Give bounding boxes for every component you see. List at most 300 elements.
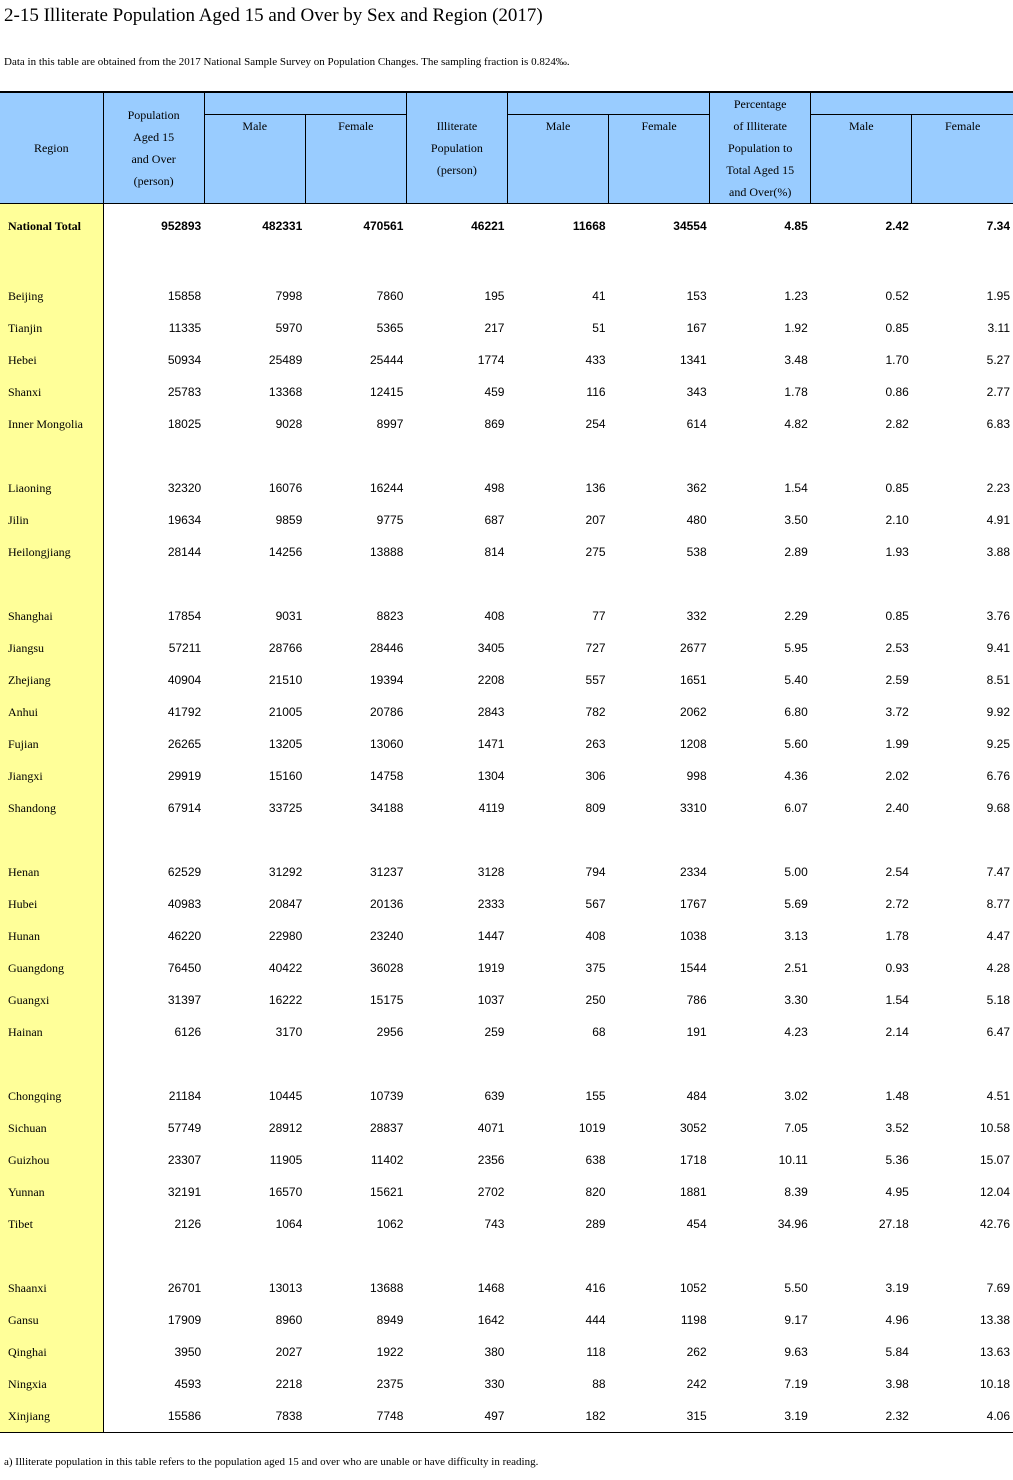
table-row	[0, 920, 1013, 952]
spacer-row	[0, 248, 1013, 280]
value-cell: 1774	[477, 353, 505, 367]
spacer-cell	[507, 824, 608, 856]
value-cell: 17854	[167, 609, 202, 623]
spacer-cell	[609, 1240, 710, 1272]
value-cell: 13.38	[979, 1313, 1010, 1327]
header-population-line: and Over	[131, 152, 176, 166]
value-cell: 46220	[167, 929, 202, 943]
value-cell: 17909	[167, 1313, 202, 1327]
value-cell: 23307	[167, 1153, 202, 1167]
value-cell: 8.77	[986, 897, 1010, 911]
spacer-cell	[609, 440, 710, 472]
region-name-cell: Hunan	[0, 920, 103, 952]
spacer-row	[0, 568, 1013, 600]
value-cell: 13.63	[979, 1345, 1010, 1359]
value-cell: 263	[585, 737, 606, 751]
value-cell: 1922	[376, 1345, 404, 1359]
table-row	[0, 408, 1013, 440]
value-cell: 7998	[275, 289, 303, 303]
value-cell: 4.96	[885, 1313, 909, 1327]
value-cell: 28912	[268, 1121, 303, 1135]
region-name-cell: Anhui	[0, 696, 103, 728]
value-cell: 250	[585, 993, 606, 1007]
spacer-cell	[305, 1048, 406, 1080]
region-name-cell: Shandong	[0, 792, 103, 824]
value-cell: 2375	[376, 1377, 404, 1391]
value-cell: 4071	[477, 1121, 505, 1135]
value-cell: 3950	[174, 1345, 202, 1359]
value-cell: 9859	[275, 513, 303, 527]
footnote: a) Illiterate population in this table refers to the population aged 15 and over who are unable or have difficulty in reading.	[4, 1456, 539, 1468]
value-cell: 5.27	[986, 353, 1010, 367]
table-row	[0, 1080, 1013, 1112]
spacer-cell	[305, 248, 406, 280]
value-cell: 1.92	[784, 321, 808, 335]
value-cell: 15160	[268, 769, 303, 783]
value-cell: 497	[406, 1400, 507, 1433]
value-cell: 1037	[477, 993, 505, 1007]
value-cell: 4593	[174, 1377, 202, 1391]
value-cell: 21184	[168, 1089, 202, 1103]
value-cell: 8960	[275, 1313, 303, 1327]
value-cell: 7860	[376, 289, 404, 303]
table-row	[0, 344, 1013, 376]
value-cell: 1.93	[885, 545, 909, 559]
table-row	[0, 696, 1013, 728]
value-cell: 12.04	[979, 1185, 1010, 1199]
value-cell: 0.86	[885, 385, 909, 399]
spacer-cell	[811, 1048, 912, 1080]
spacer-cell	[507, 1048, 608, 1080]
value-cell: 2.32	[811, 1400, 912, 1433]
value-cell: 2.42	[885, 219, 909, 233]
region-name-cell: Shaanxi	[0, 1272, 103, 1304]
spacer-cell	[103, 568, 204, 600]
value-cell: 9.17	[784, 1313, 808, 1327]
spacer-cell	[912, 440, 1013, 472]
value-cell: 26265	[167, 737, 202, 751]
value-cell: 2.02	[885, 769, 909, 783]
value-cell: 3.72	[885, 705, 909, 719]
spacer-cell	[406, 568, 507, 600]
value-cell: 7.69	[986, 1281, 1010, 1295]
spacer-cell	[0, 568, 103, 600]
value-cell: 51	[592, 321, 606, 335]
header-percentage-line: Population to	[728, 141, 793, 155]
spacer-cell	[406, 248, 507, 280]
region-name-cell: Xinjiang	[0, 1400, 103, 1433]
table-row	[0, 664, 1013, 696]
header-percentage-line: and Over(%)	[729, 185, 792, 199]
value-cell: 33725	[268, 801, 303, 815]
value-cell: 13368	[268, 385, 303, 399]
table-row	[0, 952, 1013, 984]
region-name-cell: Jiangxi	[0, 760, 103, 792]
value-cell: 1544	[679, 961, 707, 975]
spacer-cell	[406, 440, 507, 472]
table-row	[0, 504, 1013, 536]
table-row	[0, 792, 1013, 824]
value-cell: 3.48	[784, 353, 808, 367]
value-cell: 2.53	[885, 641, 909, 655]
value-cell: 191	[686, 1025, 707, 1039]
value-cell: 380	[484, 1345, 505, 1359]
spacer-cell	[811, 440, 912, 472]
region-name-cell: Jilin	[0, 504, 103, 536]
value-cell: 498	[484, 481, 505, 495]
value-cell: 26701	[167, 1281, 202, 1295]
value-cell: 727	[585, 641, 606, 655]
value-cell: 195	[484, 289, 505, 303]
value-cell: 40904	[167, 673, 202, 687]
value-cell: 1.54	[885, 993, 909, 1007]
value-cell: 2.89	[784, 545, 808, 559]
value-cell: 13060	[370, 737, 404, 751]
table-row	[0, 1016, 1013, 1048]
spacer-cell	[305, 568, 406, 600]
value-cell: 3170	[275, 1025, 303, 1039]
spacer-cell	[103, 1048, 204, 1080]
value-cell: 7748	[305, 1400, 406, 1433]
value-cell: 2356	[477, 1153, 505, 1167]
spacer-cell	[710, 1048, 811, 1080]
value-cell: 5.36	[885, 1153, 909, 1167]
header-percentage-line: Percentage	[733, 97, 787, 111]
value-cell: 0.85	[885, 609, 909, 623]
value-cell: 7838	[204, 1400, 305, 1433]
region-name-cell: Hubei	[0, 888, 103, 920]
value-cell: 182	[507, 1400, 608, 1433]
value-cell: 62529	[167, 865, 202, 879]
value-cell: 4.95	[885, 1185, 909, 1199]
value-cell: 19634	[167, 513, 202, 527]
table-row	[0, 728, 1013, 760]
value-cell: 4.36	[784, 769, 808, 783]
table-row	[0, 632, 1013, 664]
value-cell: 11402	[370, 1153, 404, 1167]
value-cell: 29919	[167, 769, 202, 783]
spacer-cell	[912, 1048, 1013, 1080]
header-population-line: (person)	[133, 174, 174, 188]
value-cell: 794	[585, 865, 606, 879]
value-cell: 3.76	[986, 609, 1010, 623]
value-cell: 8823	[376, 609, 404, 623]
value-cell: 23240	[370, 929, 404, 943]
value-cell: 16244	[370, 481, 404, 495]
header-illiterate-line: Population	[430, 141, 483, 155]
value-cell: 20786	[370, 705, 404, 719]
value-cell: 1.78	[885, 929, 909, 943]
value-cell: 1.48	[885, 1089, 909, 1103]
region-name-cell: Guizhou	[0, 1144, 103, 1176]
value-cell: 16076	[268, 481, 303, 495]
spacer-cell	[305, 440, 406, 472]
value-cell: 1651	[679, 673, 707, 687]
region-name-cell: Heilongjiang	[0, 536, 103, 568]
header-illiterate-line: (person)	[436, 163, 477, 177]
spacer-row	[0, 824, 1013, 856]
value-cell: 2208	[477, 673, 505, 687]
value-cell: 2.14	[885, 1025, 909, 1039]
value-cell: 4.47	[986, 929, 1010, 943]
value-cell: 31292	[268, 865, 303, 879]
value-cell: 8.39	[784, 1185, 808, 1199]
spacer-cell	[912, 824, 1013, 856]
value-cell: 557	[585, 673, 606, 687]
value-cell: 14758	[370, 769, 404, 783]
spacer-cell	[811, 568, 912, 600]
value-cell: 1718	[679, 1153, 707, 1167]
value-cell: 444	[585, 1313, 606, 1327]
value-cell: 2218	[275, 1377, 303, 1391]
page-title: 2-15 Illiterate Population Aged 15 and Over by Sex and Region (2017)	[4, 5, 543, 26]
spacer-cell	[811, 248, 912, 280]
region-name-cell: Inner Mongolia	[0, 408, 103, 440]
value-cell: 31237	[370, 865, 404, 879]
spacer-cell	[0, 1240, 103, 1272]
value-cell: 5365	[376, 321, 404, 335]
value-cell: 459	[484, 385, 505, 399]
value-cell: 9.68	[986, 801, 1010, 815]
value-cell: 1471	[477, 737, 505, 751]
value-cell: 3.19	[710, 1400, 811, 1433]
value-cell: 77	[592, 609, 606, 623]
value-cell: 6.47	[986, 1025, 1010, 1039]
table-row	[0, 280, 1013, 312]
value-cell: 76450	[167, 961, 202, 975]
value-cell: 1.23	[784, 289, 808, 303]
value-cell: 15858	[167, 289, 202, 303]
value-cell: 3128	[477, 865, 505, 879]
spacer-cell	[305, 824, 406, 856]
spacer-cell	[204, 824, 305, 856]
value-cell: 0.85	[885, 481, 909, 495]
value-cell: 3405	[477, 641, 505, 655]
value-cell: 289	[585, 1217, 606, 1231]
value-cell: 9.63	[784, 1345, 808, 1359]
value-cell: 67914	[167, 801, 202, 815]
header-percentage-line: of Illiterate	[733, 119, 788, 133]
spacer-cell	[305, 1240, 406, 1272]
table-row	[0, 376, 1013, 408]
region-name-cell: Jiangsu	[0, 632, 103, 664]
value-cell: 25444	[370, 353, 404, 367]
value-cell: 2.59	[885, 673, 909, 687]
value-cell: 2.23	[986, 481, 1010, 495]
value-cell: 7.05	[784, 1121, 808, 1135]
spacer-cell	[710, 824, 811, 856]
value-cell: 15.07	[979, 1153, 1010, 1167]
table-row	[0, 600, 1013, 632]
spacer-cell	[0, 824, 103, 856]
value-cell: 10.11	[778, 1153, 808, 1167]
value-cell: 6.07	[784, 801, 808, 815]
value-cell: 1.54	[784, 481, 808, 495]
region-name-cell: Shanghai	[0, 600, 103, 632]
value-cell: 28446	[370, 641, 404, 655]
region-name-cell: Hainan	[0, 1016, 103, 1048]
value-cell: 40983	[167, 897, 202, 911]
value-cell: 20136	[370, 897, 404, 911]
value-cell: 416	[585, 1281, 606, 1295]
value-cell: 5.60	[784, 737, 808, 751]
value-cell: 480	[686, 513, 707, 527]
region-name-cell: Sichuan	[0, 1112, 103, 1144]
value-cell: 5.69	[784, 897, 808, 911]
value-cell: 6.80	[784, 705, 808, 719]
spacer-cell	[507, 248, 608, 280]
spacer-cell	[204, 248, 305, 280]
value-cell: 2.77	[986, 385, 1010, 399]
spacer-cell	[204, 568, 305, 600]
value-cell: 10.58	[979, 1121, 1010, 1135]
value-cell: 3310	[679, 801, 707, 815]
value-cell: 7.34	[986, 219, 1010, 233]
table-row	[0, 1144, 1013, 1176]
value-cell: 1052	[679, 1281, 707, 1295]
spacer-cell	[103, 824, 204, 856]
value-cell: 2.40	[885, 801, 909, 815]
table-row	[0, 536, 1013, 568]
table-note: Data in this table are obtained from the 2017 National Sample Survey on Population Changes. The sampling fraction is 0.824‰.	[4, 56, 570, 68]
value-cell: 1447	[477, 929, 505, 943]
value-cell: 2677	[679, 641, 707, 655]
value-cell: 25489	[268, 353, 303, 367]
value-cell: 2126	[174, 1217, 202, 1231]
value-cell: 408	[484, 609, 505, 623]
value-cell: 454	[686, 1217, 707, 1231]
value-cell: 4.06	[912, 1400, 1013, 1433]
value-cell: 639	[484, 1089, 505, 1103]
value-cell: 375	[585, 961, 606, 975]
value-cell: 2.54	[885, 865, 909, 879]
value-cell: 22980	[268, 929, 303, 943]
value-cell: 4.82	[784, 417, 808, 431]
region-name-cell: Beijing	[0, 280, 103, 312]
value-cell: 782	[585, 705, 606, 719]
value-cell: 1064	[275, 1217, 303, 1231]
value-cell: 57211	[168, 641, 202, 655]
value-cell: 6.83	[986, 417, 1010, 431]
value-cell: 1304	[477, 769, 505, 783]
table-row	[0, 984, 1013, 1016]
table-row	[0, 1368, 1013, 1400]
value-cell: 9031	[275, 609, 303, 623]
value-cell: 10445	[268, 1089, 303, 1103]
value-cell: 12415	[370, 385, 404, 399]
value-cell: 1642	[477, 1313, 505, 1327]
value-cell: 0.52	[885, 289, 909, 303]
value-cell: 952893	[161, 219, 202, 233]
region-name-cell: Yunnan	[0, 1176, 103, 1208]
value-cell: 1767	[679, 897, 707, 911]
table-header	[0, 92, 1013, 204]
value-cell: 2333	[477, 897, 505, 911]
value-cell: 3.50	[784, 513, 808, 527]
value-cell: 259	[484, 1025, 505, 1039]
value-cell: 41792	[167, 705, 202, 719]
value-cell: 638	[585, 1153, 606, 1167]
spacer-cell	[103, 440, 204, 472]
value-cell: 809	[585, 801, 606, 815]
value-cell: 13688	[370, 1281, 404, 1295]
region-name-cell: Shanxi	[0, 376, 103, 408]
value-cell: 330	[484, 1377, 505, 1391]
value-cell: 116	[586, 385, 606, 399]
value-cell: 136	[585, 481, 606, 495]
header-percentage-line: Total Aged 15	[726, 163, 795, 177]
value-cell: 5.00	[784, 865, 808, 879]
spacer-cell	[710, 248, 811, 280]
spacer-cell	[609, 1048, 710, 1080]
value-cell: 41	[592, 289, 606, 303]
spacer-cell	[406, 1048, 507, 1080]
spacer-cell	[710, 440, 811, 472]
value-cell: 4.51	[986, 1089, 1010, 1103]
value-cell: 998	[686, 769, 707, 783]
value-cell: 6.76	[986, 769, 1010, 783]
region-name-cell: Henan	[0, 856, 103, 888]
value-cell: 9028	[275, 417, 303, 431]
value-cell: 32191	[167, 1185, 202, 1199]
value-cell: 3.30	[784, 993, 808, 1007]
value-cell: 34554	[673, 219, 707, 233]
table-row	[0, 1208, 1013, 1240]
value-cell: 433	[585, 353, 606, 367]
value-cell: 217	[484, 321, 505, 335]
value-cell: 118	[586, 1345, 606, 1359]
value-cell: 13888	[370, 545, 404, 559]
value-cell: 3.88	[986, 545, 1010, 559]
header-population-line: Aged 15	[133, 130, 175, 144]
header-population-male: Male	[204, 115, 305, 204]
value-cell: 36028	[370, 961, 404, 975]
value-cell: 9.25	[986, 737, 1010, 751]
spacer-cell	[912, 1240, 1013, 1272]
header-percentage	[710, 92, 811, 204]
value-cell: 3.13	[784, 929, 808, 943]
table-row	[0, 760, 1013, 792]
data-table-container	[0, 91, 1013, 1430]
spacer-cell	[609, 248, 710, 280]
spacer-cell	[609, 824, 710, 856]
value-cell: 13205	[268, 737, 303, 751]
value-cell: 15175	[370, 993, 404, 1007]
value-cell: 9.41	[986, 641, 1010, 655]
value-cell: 362	[686, 481, 707, 495]
value-cell: 15586	[103, 1400, 204, 1433]
header-illiterate-male: Male	[507, 115, 608, 204]
spacer-cell	[912, 248, 1013, 280]
value-cell: 25783	[167, 385, 202, 399]
value-cell: 343	[686, 385, 707, 399]
value-cell: 1.95	[986, 289, 1010, 303]
region-name-cell: Fujian	[0, 728, 103, 760]
value-cell: 4119	[478, 801, 505, 815]
value-cell: 6126	[174, 1025, 202, 1039]
table-row	[0, 1304, 1013, 1336]
value-cell: 242	[686, 1377, 707, 1391]
value-cell: 743	[484, 1217, 505, 1231]
value-cell: 786	[686, 993, 707, 1007]
value-cell: 57749	[167, 1121, 202, 1135]
value-cell: 1038	[679, 929, 707, 943]
header-illiterate-female: Female	[609, 115, 710, 204]
value-cell: 2.10	[885, 513, 909, 527]
header-population-spacer	[204, 92, 406, 115]
spacer-cell	[0, 1048, 103, 1080]
value-cell: 2.82	[885, 417, 909, 431]
